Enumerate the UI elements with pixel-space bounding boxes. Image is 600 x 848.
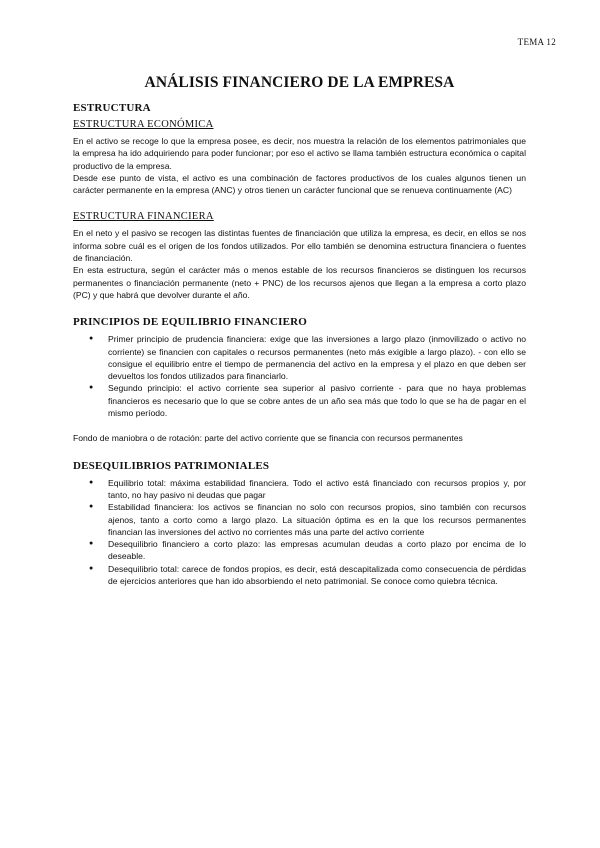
list-item: ● Segundo principio: el activo corriente sea superior al pasivo corriente - para que no haya problemas financieros es necesario que lo que se cobre antes de un año sea más que todo lo que se ha de pagar en el mismo período.: [108, 382, 526, 419]
list-item: ● Desequilibrio total: carece de fondos propios, es decir, está descapitalizada como consecuencia de pérdidas de ejercicios anteriores que han ido absorbiendo el neto patrimonial. Se conoce como quiebra técnica.: [108, 563, 526, 588]
list-item: ● Primer principio de prudencia financiera: exige que las inversiones a largo plazo (inmovilizado o activo no corriente) se financien con capitales o recursos permanentes (neto más exigible a largo plazo). - con ello se consigue el equilibrio entre el tiempo de permanencia del activo en la empresa y el plazo en que deben ser devueltos los fondos utilizados para financiarlo.: [108, 333, 526, 382]
topic-number: TEMA 12: [517, 37, 556, 47]
list-item: ● Desequilibrio financiero a corto plazo: las empresas acumulan deudas a corto plazo por encima de lo deseable.: [108, 538, 526, 563]
document-body: [73, 74, 526, 587]
principios-list: [73, 333, 526, 419]
paragraph: En el neto y el pasivo se recogen las distintas fuentes de financiación que utiliza la empresa, es decir, en ellos se nos informa sobre cuál es el origen de los fondos utilizados. Por ello también se denomina estructura financiera o fuentes de financiación.: [73, 228, 526, 264]
page-title: ANÁLISIS FINANCIERO DE LA EMPRESA: [144, 74, 455, 91]
section-heading-estructura: ESTRUCTURA: [73, 102, 151, 114]
paragraph: En esta estructura, según el carácter más o menos estable de los recursos financieros se distinguen los recursos permanentes o financiación permanente (neto + PNC) de los recursos ajenos que llegan a la empresa a corto plazo (PC) y que habrá que devolver durante el año.: [73, 265, 526, 300]
desequilibrios-list: [73, 477, 526, 588]
subsection-heading-financiera: ESTRUCTURA FINANCIERA: [73, 211, 214, 223]
paragraph-fondo-maniobra: Fondo de maniobra o de rotación: parte del activo corriente que se financia con recursos permanentes: [73, 433, 463, 444]
paragraph: Desde ese punto de vista, el activo es una combinación de factores productivos de los cuales algunos tienen un carácter permanente en la empresa (ANC) y otros tienen un carácter funcional que se renueva continuamente (AC): [73, 172, 526, 196]
list-item: ● Equilibrio total: máxima estabilidad financiera. Todo el activo está financiado con recursos propios y, por tanto, no hay pasivo ni deudas que pagar: [108, 477, 526, 502]
section-heading-principios: PRINCIPIOS DE EQUILIBRIO FINANCIERO: [73, 316, 308, 329]
paragraph: En el activo se recoge lo que la empresa posee, es decir, nos muestra la relación de los elementos patrimoniales que la empresa ha ido adquiriendo para poder funcionar; por eso el activo se llama también estructura económica o capital productivo de la empresa.: [73, 136, 526, 171]
subsection-heading-economica: ESTRUCTURA ECONÓMICA: [73, 119, 214, 130]
section-heading-desequilibrios: DESEQUILIBRIOS PATRIMONIALES: [73, 459, 270, 472]
list-item: ● Estabilidad financiera: los activos se financian no solo con recursos propios, sino también con recursos ajenos, tanto a corto como a largo plazo. La situación óptima es en la que los recursos permanentes financian las inversiones del activo no corrientes más una parte del activo corriente: [108, 501, 526, 538]
